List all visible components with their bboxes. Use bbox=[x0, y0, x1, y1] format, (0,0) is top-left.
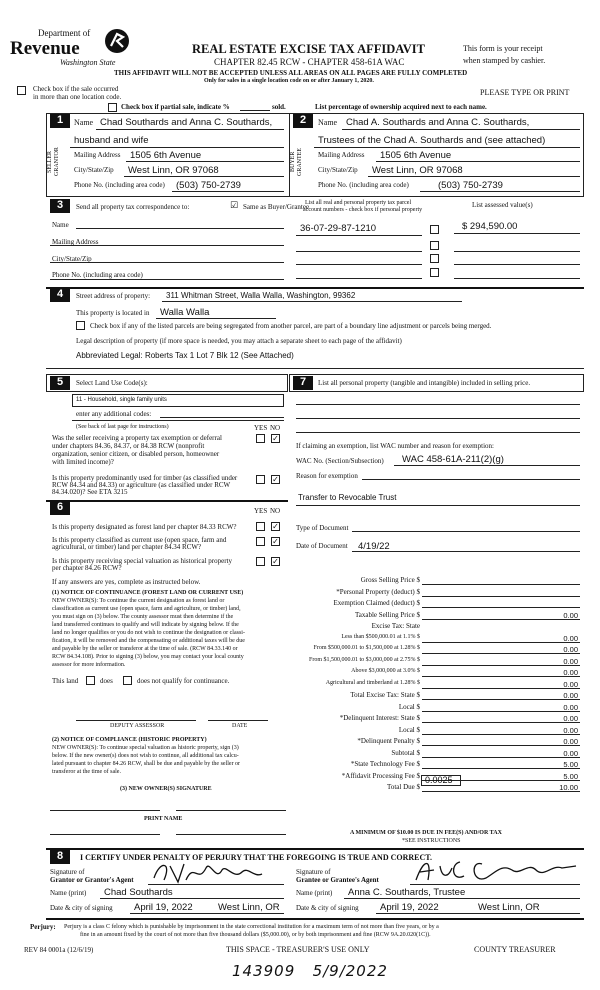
grantor-date[interactable]: April 19, 2022 bbox=[134, 902, 193, 913]
personal-property-field2[interactable] bbox=[296, 418, 580, 419]
receipt-line1: This form is your receipt bbox=[463, 44, 543, 53]
s5-q1-line2: under chapters 84.36, 84.37, or 84.38 RCW (nonprofit bbox=[52, 442, 205, 450]
notice1-line4: land transferred continues to qualify and will indicate by signing below. If the bbox=[52, 622, 239, 628]
section4-badge: 4 bbox=[50, 288, 70, 302]
calc-row-value: 0.00 bbox=[563, 611, 578, 620]
calc-row-label: Local $ bbox=[398, 703, 420, 711]
calc-row-label: *State Technology Fee $ bbox=[350, 760, 420, 768]
grantee-city[interactable]: West Linn, OR bbox=[478, 902, 540, 913]
land-use-label: Select Land Use Code(s): bbox=[76, 379, 148, 387]
s5-q1-line4: with limited income)? bbox=[52, 458, 114, 466]
certify-statement: I CERTIFY UNDER PENALTY OF PERJURY THAT THE FOREGOING IS TRUE AND CORRECT. bbox=[80, 853, 433, 862]
section3-badge: 3 bbox=[50, 199, 70, 213]
s6-no-header: NO bbox=[270, 507, 281, 515]
notice1-line7: and payable by the seller or transferor at the time of sale. (RCW 84.33.140 or bbox=[52, 646, 238, 652]
legal-desc-label: Legal description of property (if more space is needed, you may attach a separate sheet to each page of the affidavit) bbox=[76, 337, 402, 345]
multi-location-checkbox[interactable] bbox=[17, 86, 26, 95]
this-land-label: This land bbox=[52, 677, 79, 685]
does-not-label: does not qualify for continuance. bbox=[137, 677, 230, 685]
seller-name-line2[interactable]: husband and wife bbox=[74, 135, 149, 146]
grantee-date-label: Date & city of signing bbox=[296, 904, 359, 912]
section7-badge: 7 bbox=[293, 376, 313, 390]
calc-row-field[interactable] bbox=[422, 653, 580, 654]
dept-line: Department of bbox=[38, 28, 91, 38]
s6-q2-line1: Is this property classified as current use (open space, farm and bbox=[52, 536, 227, 544]
section2-badge: 2 bbox=[293, 114, 313, 128]
parcel-header1: List all real and personal property tax parcel bbox=[305, 200, 412, 206]
send-correspondence-label: Send all property tax correspondence to: bbox=[76, 203, 190, 211]
located-label: This property is located in bbox=[76, 309, 150, 317]
buyer-name-line2[interactable]: Trustees of the Chad A. Southards and (see attached) bbox=[318, 135, 546, 146]
buyer-city[interactable]: West Linn, OR 97068 bbox=[372, 165, 463, 176]
calc-row-field[interactable] bbox=[422, 745, 580, 746]
calc-row-label: Excise Tax: State bbox=[371, 622, 420, 630]
local-rate: 0.0025 bbox=[425, 775, 453, 785]
parcel1-personal-checkbox[interactable] bbox=[430, 225, 439, 234]
calc-row-field[interactable] bbox=[422, 596, 580, 597]
calc-row-value: 0.00 bbox=[563, 737, 578, 746]
calc-row-value: 0.00 bbox=[563, 691, 578, 700]
calc-row-label: Less than $500,000.01 at 1.1% $ bbox=[341, 634, 420, 640]
calc-row-value: 0.00 bbox=[563, 680, 578, 689]
notice2-line4: transferor at the time of sale. bbox=[52, 769, 121, 775]
calc-row-label: From $1,500,000.01 to $3,000,000 at 2.75% $ bbox=[309, 657, 420, 663]
partial-sale-pct-field[interactable] bbox=[240, 110, 270, 111]
street-label: Street address of property: bbox=[76, 292, 151, 300]
only-sales-notice: Only for sales in a single location code on or after January 1, 2020. bbox=[204, 78, 374, 84]
s5-yes-header: YES bbox=[254, 424, 268, 432]
seller-phone-label: Phone No. (including area code) bbox=[74, 181, 165, 189]
notice1-line9: assessor for more information. bbox=[52, 662, 126, 668]
buyer-mail[interactable]: 1505 6th Avenue bbox=[380, 150, 452, 161]
new-owner-print1[interactable] bbox=[50, 834, 160, 835]
type-doc-label: Type of Document bbox=[296, 524, 349, 532]
notice2-line3: lated pursuant to chapter 84.26 RCW, shall be due and payable by the seller or bbox=[52, 761, 241, 767]
s3-phone-label: Phone No. (including area code) bbox=[52, 271, 143, 279]
not-accepted-notice: THIS AFFIDAVIT WILL NOT BE ACCEPTED UNLESS ALL AREAS ON ALL PAGES ARE FULLY COMPLETED bbox=[114, 69, 468, 77]
county-treasurer-label: COUNTY TREASURER bbox=[474, 945, 556, 954]
calc-row-value: 0.00 bbox=[563, 714, 578, 723]
parcel2-personal-checkbox[interactable] bbox=[430, 241, 439, 250]
calc-row-field[interactable] bbox=[422, 642, 580, 643]
calc-row-field[interactable] bbox=[422, 722, 580, 723]
s5-no-header: NO bbox=[270, 424, 281, 432]
grantee-sig-of: Signature of bbox=[296, 868, 331, 876]
s3-name-label: Name bbox=[52, 221, 69, 229]
calc-row-value: 0.00 bbox=[563, 749, 578, 758]
seller-side-label: SELLER GRANTOR bbox=[47, 147, 60, 177]
s6-q1-yes-checkbox[interactable] bbox=[256, 522, 265, 531]
notice2-line2: below. If the new owner(s) does not wish to continue, all additional tax calcu- bbox=[52, 753, 239, 759]
calc-row-field[interactable] bbox=[422, 607, 580, 608]
parcel-number[interactable]: 36-07-29-87-1210 bbox=[300, 223, 377, 234]
grantor-name[interactable]: Chad Southards bbox=[104, 887, 173, 898]
personal-property-field1[interactable] bbox=[296, 404, 580, 405]
revenue-logo-icon bbox=[104, 28, 130, 59]
s6-q3-line1: Is this property receiving special valuation as historical property bbox=[52, 557, 233, 565]
additional-codes-field[interactable] bbox=[160, 417, 284, 418]
perjury-line2: fine in an amount fixed by the court of not more than five thousand dollars ($5,000.00), or by both imprisonment and fine (RCW 9A.20.020(1C)). bbox=[80, 932, 431, 938]
notice2-line1: NEW OWNER(S): To continue special valuation as historic property, sign (3) bbox=[52, 745, 239, 751]
calc-row-field[interactable] bbox=[422, 757, 580, 758]
calc-row-field[interactable] bbox=[422, 665, 580, 666]
please-type-note: PLEASE TYPE OR PRINT bbox=[480, 88, 570, 97]
multi-location-label1: Check box if the sale occurred bbox=[33, 85, 119, 93]
s5-q2-no-checkbox[interactable]: ✓ bbox=[272, 475, 279, 484]
seller-mail[interactable]: 1505 6th Avenue bbox=[130, 150, 202, 161]
notice1-title: (1) NOTICE OF CONTINUANCE (FOREST LAND OR CURRENT USE) bbox=[52, 590, 244, 596]
notice1-line6: fication, it will be removed and the compensating or additional taxes will be due bbox=[52, 638, 245, 644]
section1-badge: 1 bbox=[50, 114, 70, 128]
seller-name-label: Name bbox=[74, 118, 94, 127]
calc-row-field[interactable] bbox=[422, 768, 580, 769]
pct-ownership-note: List percentage of ownership acquired next to each name. bbox=[315, 103, 487, 111]
grantee-agent-label: Grantee or Grantee's Agent bbox=[296, 876, 379, 884]
grantor-agent-label: Grantor or Grantor's Agent bbox=[50, 876, 134, 884]
calc-row-label: *Delinquent Penalty $ bbox=[357, 737, 420, 745]
calc-row-label: From $500,000.01 to $1,500,000 at 1.28% $ bbox=[313, 645, 420, 651]
date-doc-value[interactable]: 4/19/22 bbox=[358, 541, 390, 552]
calc-row-label: Gross Selling Price $ bbox=[360, 576, 420, 584]
exemption-label: If claiming an exemption, list WAC number and reason for exemption: bbox=[296, 442, 494, 450]
s5-q2-yes-checkbox[interactable] bbox=[256, 475, 265, 484]
s6-if-yes: If any answers are yes, complete as instructed below. bbox=[52, 578, 201, 586]
calc-row-label: Taxable Selling Price $ bbox=[354, 611, 420, 619]
see-instructions: *SEE INSTRUCTIONS bbox=[402, 838, 461, 844]
s6-q2-yes-checkbox[interactable] bbox=[256, 537, 265, 546]
assessor-date-field[interactable] bbox=[208, 720, 268, 721]
grantee-name-label: Name (print) bbox=[296, 889, 333, 897]
s6-q3-line2: per chapter 84.26 RCW? bbox=[52, 564, 122, 572]
calc-row-label: Exemption Claimed (deduct) $ bbox=[333, 599, 420, 607]
revenue-logo-text: Revenue bbox=[10, 38, 80, 59]
street-address[interactable]: 311 Whitman Street, Walla Walla, Washington, 99362 bbox=[166, 291, 356, 300]
perjury-line1: Perjury is a class C felony which is punishable by imprisonment in the state correctional institution for a maximum term of not more than five years, or by a bbox=[64, 924, 439, 930]
calc-row-field[interactable] bbox=[422, 584, 580, 585]
sold-label: sold. bbox=[272, 103, 286, 111]
calc-row-label: *Personal Property (deduct) $ bbox=[336, 588, 420, 596]
s5-q1-yes-checkbox[interactable] bbox=[256, 434, 265, 443]
treasurer-space-label: THIS SPACE - TREASURER'S USE ONLY bbox=[226, 945, 370, 954]
calc-row-field[interactable] bbox=[422, 619, 580, 620]
calc-row-value: 0.00 bbox=[563, 645, 578, 654]
wac-value[interactable]: WAC 458-61A-211(2)(g) bbox=[402, 454, 504, 465]
additional-codes-label: enter any additional codes: bbox=[76, 410, 152, 418]
calc-row-label: *Affidavit Processing Fee $ bbox=[341, 772, 420, 780]
multi-location-label2: in more than one location code. bbox=[33, 93, 122, 101]
s6-q1: Is this property designated as forest land per chapter 84.33 RCW? bbox=[52, 523, 237, 531]
section8-badge: 8 bbox=[50, 850, 70, 864]
grantee-name[interactable]: Anna C. Southards, Trustee bbox=[348, 887, 466, 898]
grantor-date-label: Date & city of signing bbox=[50, 904, 113, 912]
s6-q1-no-checkbox[interactable]: ✓ bbox=[272, 522, 279, 531]
calc-row-field[interactable] bbox=[422, 699, 580, 700]
parcel-header2: account numbers - check box if personal property bbox=[303, 207, 423, 213]
section6-badge: 6 bbox=[50, 501, 70, 515]
s5-q1-line1: Was the seller receiving a property tax exemption or deferral bbox=[52, 434, 222, 442]
grantor-city[interactable]: West Linn, OR bbox=[218, 902, 280, 913]
date-doc-label: Date of Document bbox=[296, 542, 348, 550]
calc-row-field[interactable] bbox=[422, 688, 580, 689]
s6-yes-header: YES bbox=[254, 507, 268, 515]
calc-row-label: Total Due $ bbox=[387, 783, 420, 791]
notice1-line5: land no longer qualifies or you do not wish to continue the designation or classi- bbox=[52, 630, 245, 636]
located-county[interactable]: Walla Walla bbox=[160, 307, 210, 318]
buyer-side-label: BUYER GRANTEE bbox=[290, 148, 303, 176]
assessed-header: List assessed value(s) bbox=[472, 201, 533, 209]
seller-mail-label: Mailing Address bbox=[74, 151, 121, 159]
buyer-mail-label: Mailing Address bbox=[318, 151, 365, 159]
calc-row-value: 0.00 bbox=[563, 726, 578, 735]
calc-row-label: Above $3,000,000 at 3.0% $ bbox=[351, 668, 420, 674]
calc-row-label: Local $ bbox=[398, 726, 420, 734]
notice1-line2: classification as current use (open space, farm and agriculture, or timber) land, bbox=[52, 606, 241, 612]
calc-row-value: 0.00 bbox=[563, 668, 578, 677]
s3-city-label: City/State/Zip bbox=[52, 255, 92, 263]
personal-property-label: List all personal property (tangible and intangible) included in selling price. bbox=[318, 379, 531, 387]
seller-city-label: City/State/Zip bbox=[74, 166, 114, 174]
seller-name-line1[interactable]: Chad Southards and Anna C. Southards, bbox=[100, 117, 273, 128]
calc-row-field[interactable] bbox=[422, 711, 580, 712]
calc-row-label: Subtotal $ bbox=[391, 749, 420, 757]
print-name-label: PRINT NAME bbox=[144, 816, 183, 822]
s6-q2-line2: agricultural, or timber) land per chapter 84.34 RCW? bbox=[52, 543, 202, 551]
form-chapter: CHAPTER 82.45 RCW - CHAPTER 458-61A WAC bbox=[214, 57, 405, 67]
s3-name-field[interactable] bbox=[76, 228, 284, 229]
calc-row-value: 0.00 bbox=[563, 657, 578, 666]
partial-sale-label: Check box if partial sale, indicate % bbox=[121, 103, 230, 111]
partial-sale-checkbox[interactable] bbox=[108, 103, 117, 112]
s6-q2-no-checkbox[interactable]: ✓ bbox=[272, 537, 279, 546]
grantor-sig-of: Signature of bbox=[50, 868, 85, 876]
s5-q2-line1: Is this property predominantly used for timber (as classified under bbox=[52, 474, 238, 482]
s3-mail-label: Mailing Address bbox=[52, 238, 99, 246]
calc-row-label: *Delinquent Interest: State $ bbox=[339, 714, 420, 722]
state-line: Washington State bbox=[60, 58, 116, 67]
notice1-line8: RCW 84.34.108). Prior to signing (3) below, you may contact your local county bbox=[52, 654, 244, 660]
section5-badge: 5 bbox=[50, 376, 70, 390]
grantor-name-label: Name (print) bbox=[50, 889, 87, 897]
s6-q3-no-checkbox[interactable]: ✓ bbox=[272, 557, 279, 566]
land-does-not-checkbox[interactable] bbox=[123, 676, 132, 685]
calc-row-value: 0.00 bbox=[563, 634, 578, 643]
handwritten-receipt-number: 143909 5/9/2022 bbox=[232, 962, 388, 980]
notice1-line3: you must sign on (3) below. The county assessor must then determine if the bbox=[52, 614, 234, 620]
calc-row-value: 5.00 bbox=[563, 760, 578, 769]
assessed-value[interactable]: $ 294,590.00 bbox=[462, 221, 518, 232]
seller-city[interactable]: West Linn, OR 97068 bbox=[128, 165, 219, 176]
same-as-buyer-label: Same as Buyer/Grantee bbox=[243, 203, 310, 211]
s5-q2-line2: RCW 84.34 and 84.33) or agriculture (as classified under RCW bbox=[52, 481, 231, 489]
deputy-assessor-field[interactable] bbox=[76, 720, 196, 721]
s5-q2-line3: 84.34.020)? See ETA 3215 bbox=[52, 488, 128, 496]
calc-row-label: Agricultural and timberland at 1.28% $ bbox=[325, 680, 420, 686]
seller-phone[interactable]: (503) 750-2739 bbox=[176, 180, 241, 191]
perjury-label: Perjury: bbox=[30, 923, 56, 931]
notice1-line1: NEW OWNER(S): To continue the current designation as forest land or bbox=[52, 598, 225, 604]
land-does-checkbox[interactable] bbox=[86, 676, 95, 685]
s6-q3-yes-checkbox[interactable] bbox=[256, 557, 265, 566]
new-owner-sig2[interactable] bbox=[176, 810, 286, 811]
calc-row-field[interactable] bbox=[422, 676, 580, 677]
new-owner-sig1[interactable] bbox=[50, 810, 160, 811]
buyer-phone[interactable]: (503) 750-2739 bbox=[438, 180, 503, 191]
notice3-title: (3) NEW OWNER(S) SIGNATURE bbox=[120, 786, 212, 792]
s5-q1-line3: organization, senior citizen, or disabled person, homeowner bbox=[52, 450, 220, 458]
reason-value[interactable]: Transfer to Revocable Trust bbox=[298, 493, 397, 502]
does-label: does bbox=[100, 677, 113, 685]
deputy-assessor-label: DEPUTY ASSESSOR bbox=[110, 723, 165, 729]
buyer-phone-label: Phone No. (including area code) bbox=[318, 181, 409, 189]
same-as-buyer-checkbox[interactable]: ☑ bbox=[230, 201, 239, 211]
type-doc-field[interactable] bbox=[352, 531, 580, 532]
calc-row-field[interactable] bbox=[422, 791, 580, 792]
grantee-date[interactable]: April 19, 2022 bbox=[380, 902, 439, 913]
calc-row-value: 5.00 bbox=[563, 772, 578, 781]
calc-row-field[interactable] bbox=[422, 734, 580, 735]
abbreviated-legal[interactable]: Abbreviated Legal: Roberts Tax 1 Lot 7 Blk 12 (See Attached) bbox=[76, 351, 294, 360]
parcel4-personal-checkbox[interactable] bbox=[430, 268, 439, 277]
wac-label: WAC No. (Section/Subsection) bbox=[296, 457, 384, 465]
calc-row-value: 10.00 bbox=[559, 783, 578, 792]
buyer-name-line1[interactable]: Chad A. Southards and Anna C. Southards, bbox=[346, 117, 530, 128]
calc-row-label: Total Excise Tax: State $ bbox=[350, 691, 420, 699]
segregated-label: Check box if any of the listed parcels are being segregated from another parcel, are part of a boundary line adjustment or parcels being merged. bbox=[90, 322, 492, 330]
s5-q1-no-checkbox[interactable]: ✓ bbox=[272, 434, 279, 443]
see-back-note: (See back of last page for instructions) bbox=[76, 424, 169, 430]
reason-label: Reason for exemption bbox=[296, 472, 358, 480]
form-title: REAL ESTATE EXCISE TAX AFFIDAVIT bbox=[192, 42, 425, 56]
parcel3-personal-checkbox[interactable] bbox=[430, 254, 439, 263]
minimum-notice: A MINIMUM OF $10.00 IS DUE IN FEE(S) AND/OR TAX bbox=[350, 830, 502, 836]
buyer-name-label: Name bbox=[318, 118, 338, 127]
personal-property-field3[interactable] bbox=[296, 432, 580, 433]
new-owner-print2[interactable] bbox=[176, 834, 286, 835]
land-use-value: 11 - Household, single family units bbox=[76, 397, 167, 403]
segregated-checkbox[interactable] bbox=[76, 321, 85, 330]
buyer-city-label: City/State/Zip bbox=[318, 166, 358, 174]
receipt-line2: when stamped by cashier. bbox=[463, 56, 546, 65]
notice2-title: (2) NOTICE OF COMPLIANCE (HISTORIC PROPERTY) bbox=[52, 737, 207, 743]
grantee-signature[interactable] bbox=[412, 856, 582, 891]
form-revision: REV 84 0001a (12/6/19) bbox=[24, 946, 94, 954]
assessor-date-label: DATE bbox=[232, 723, 248, 729]
calc-row-value: 0.00 bbox=[563, 703, 578, 712]
